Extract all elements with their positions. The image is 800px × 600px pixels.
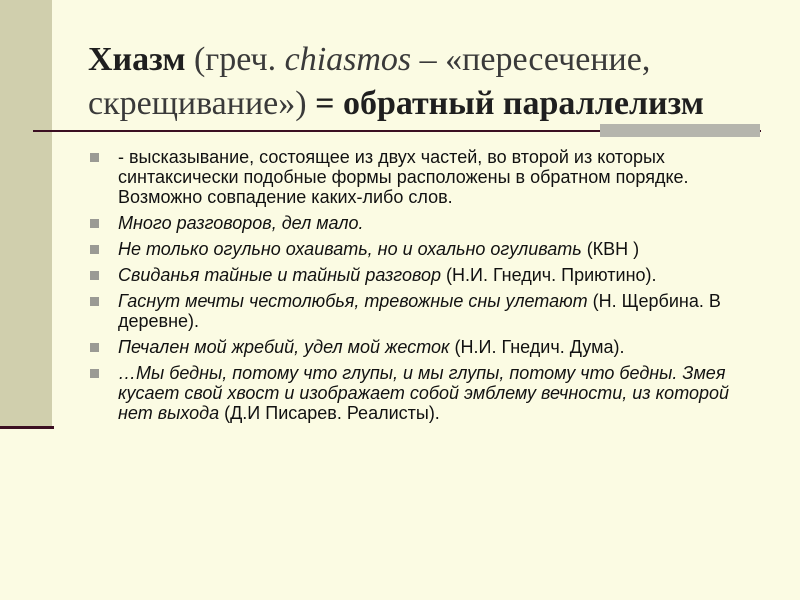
title-text-1: (греч. xyxy=(185,41,285,78)
bullet-marker-icon xyxy=(90,271,99,280)
bullet-marker-icon xyxy=(90,219,99,228)
title-italic-term: chiasmos xyxy=(284,41,412,78)
bullet-marker-icon xyxy=(90,369,99,378)
list-item xyxy=(90,239,755,259)
list-item xyxy=(90,147,755,207)
item-text: (Д.И Писарев. Реалисты). xyxy=(219,403,440,423)
item-text: (Н.И. Гнедич. Приютино). xyxy=(441,265,657,285)
item-italic: Гаснут мечты честолюбья, тревожные сны улетают xyxy=(118,291,588,311)
list-item xyxy=(90,291,755,331)
bullet-marker-icon xyxy=(90,297,99,306)
item-text: (Н. Щербина. В деревне). xyxy=(118,291,721,331)
item-italic: …Мы бедны, потому что глупы, и мы глупы, потому что бедны. Змея кусает свой хвост и изображает собой эмблему вечности, из которой нет выхода xyxy=(118,363,730,423)
item-text: (Н.И. Гнедич. Дума). xyxy=(449,337,625,357)
item-italic: Не только огульно охаивать, но и охально огуливать xyxy=(118,239,582,259)
divider-accent-block xyxy=(600,124,760,137)
list-item xyxy=(90,265,755,285)
list-item xyxy=(90,213,755,233)
left-decorative-bar xyxy=(0,0,52,428)
title-definition: = обратный параллелизм xyxy=(315,85,704,122)
title-term: Хиазм xyxy=(88,41,186,78)
item-italic: Много разговоров, дел мало. xyxy=(118,213,364,233)
list-item xyxy=(90,363,755,423)
item-text: (КВН ) xyxy=(581,239,640,259)
item-text: - высказывание, состоящее из двух частей, во второй из которых синтаксически подобные формы расположены в обратном порядке. Возможно совпадение каких-либо слов. xyxy=(118,147,689,207)
item-italic: Печален мой жребий, удел мой жесток xyxy=(118,337,450,357)
bullet-list xyxy=(90,147,755,429)
item-italic: Свиданья тайные и тайный разговор xyxy=(118,265,442,285)
title-text-2: – «пересечение, скрещивание») xyxy=(88,41,651,122)
left-bar-underline xyxy=(0,426,54,429)
bullet-marker-icon xyxy=(90,343,99,352)
list-item xyxy=(90,337,755,357)
slide-title xyxy=(88,38,778,126)
bullet-marker-icon xyxy=(90,245,99,254)
bullet-marker-icon xyxy=(90,153,99,162)
